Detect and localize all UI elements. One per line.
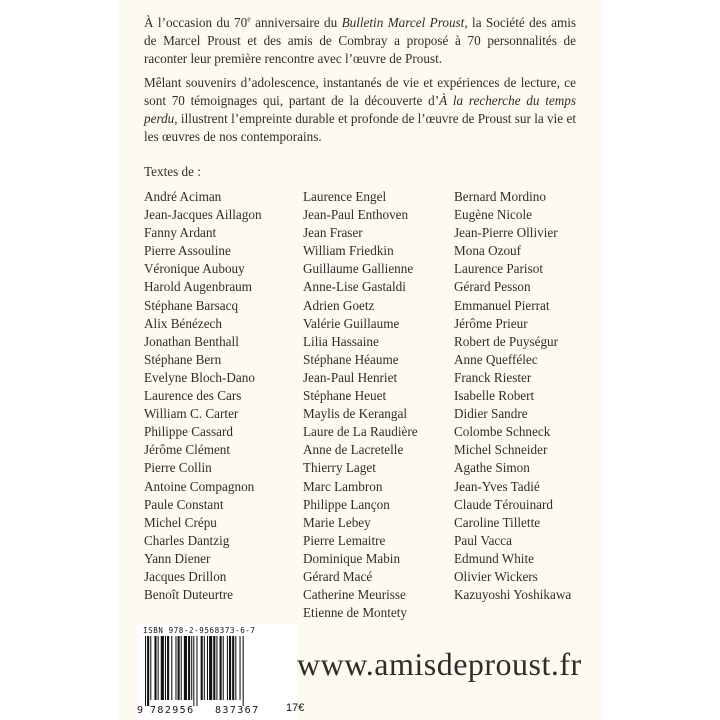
website-url: www.amisdeproust.fr bbox=[297, 646, 582, 682]
author-name: Laurence Parisot bbox=[454, 261, 543, 277]
author-name: Etienne de Montety bbox=[303, 605, 408, 621]
author-name: Olivier Wickers bbox=[454, 568, 538, 584]
author-name: Kazuyoshi Yoshikawa bbox=[454, 587, 572, 603]
author-name: Michel Schneider bbox=[454, 442, 548, 458]
intro-p1-superscript: e bbox=[247, 14, 251, 24]
author-name: Philippe Lançon bbox=[303, 496, 390, 512]
author-name: Stéphane Barsacq bbox=[144, 297, 239, 313]
barcode-image bbox=[143, 636, 281, 706]
author-name: Michel Crépu bbox=[144, 514, 217, 530]
author-name: André Aciman bbox=[144, 189, 222, 204]
author-name: Jean-Jacques Aillagon bbox=[144, 207, 262, 223]
author-name: Alix Bénézech bbox=[144, 315, 222, 331]
author-name: Yann Diener bbox=[144, 550, 211, 566]
author-name: Anne-Lise Gastaldi bbox=[303, 279, 406, 295]
isbn-group-2: 837367 bbox=[215, 705, 260, 716]
author-name: Jean-Pierre Ollivier bbox=[454, 225, 558, 241]
intro-p2-text-a: Mêlant souvenirs d’adolescence, instantanés de vie et expériences de lecture, ce sont 70 témoignages qui, partant de la découverte d’ bbox=[144, 75, 576, 108]
author-name: Jean-Paul Enthoven bbox=[303, 207, 409, 223]
author-name: Bernard Mordino bbox=[454, 189, 546, 204]
authors-column-1 bbox=[144, 188, 262, 604]
isbn-label: ISBN 978-2-9568373-6-7 bbox=[143, 626, 256, 635]
book-back-cover bbox=[119, 0, 601, 720]
author-name: Charles Dantzig bbox=[144, 532, 230, 548]
author-name: Edmund White bbox=[454, 550, 534, 566]
author-name: Claude Térouinard bbox=[454, 496, 553, 512]
author-name: Maylis de Kerangal bbox=[303, 406, 407, 422]
author-name: Anne Queffélec bbox=[454, 351, 538, 367]
author-name: Paul Vacca bbox=[454, 532, 512, 548]
author-name: Dominique Mabin bbox=[303, 550, 401, 566]
author-name: Philippe Cassard bbox=[144, 424, 234, 440]
author-name: Laurence Engel bbox=[303, 189, 387, 204]
intro-p1-text-a: À l’occasion du 70 bbox=[144, 15, 248, 30]
author-name: Fanny Ardant bbox=[144, 225, 217, 241]
author-name: Agathe Simon bbox=[454, 460, 530, 476]
author-name: Emmanuel Pierrat bbox=[454, 297, 550, 313]
author-name: Antoine Compagnon bbox=[144, 478, 255, 494]
author-name: Pierre Assouline bbox=[144, 243, 231, 259]
author-name: Harold Augenbraum bbox=[144, 279, 253, 295]
intro-paragraph-1 bbox=[144, 14, 576, 68]
authors-column-2 bbox=[303, 188, 418, 622]
author-name: Thierry Laget bbox=[303, 460, 376, 476]
author-name: Stéphane Héaume bbox=[303, 351, 399, 367]
author-name: Stéphane Heuet bbox=[303, 388, 387, 404]
intro-text bbox=[144, 14, 576, 152]
author-name: Gérard Pesson bbox=[454, 279, 531, 295]
author-name: Catherine Meurisse bbox=[303, 587, 406, 603]
author-name: Caroline Tillette bbox=[454, 514, 541, 530]
author-name: William C. Carter bbox=[144, 406, 239, 422]
author-name: Paule Constant bbox=[144, 496, 224, 512]
author-name: Evelyne Bloch-Dano bbox=[144, 369, 255, 385]
author-name: Laurence des Cars bbox=[144, 388, 242, 404]
author-name: Jacques Drillon bbox=[144, 568, 227, 584]
isbn-lead-digit: 9 bbox=[137, 705, 144, 716]
author-name: Isabelle Robert bbox=[454, 388, 535, 404]
author-name: Laure de La Raudière bbox=[303, 424, 418, 440]
authors-column-3 bbox=[454, 188, 571, 604]
author-name: Stéphane Bern bbox=[144, 351, 222, 367]
author-name: Pierre Collin bbox=[144, 460, 212, 476]
author-name: Jérôme Clément bbox=[144, 442, 231, 458]
author-name: Jean-Yves Tadié bbox=[454, 478, 540, 494]
author-name: Marie Lebey bbox=[303, 514, 371, 530]
author-name: Jean Fraser bbox=[303, 225, 363, 241]
author-name: Jonathan Benthall bbox=[144, 333, 239, 349]
author-name: Lilia Hassaine bbox=[303, 333, 379, 349]
author-name: Franck Riester bbox=[454, 369, 532, 385]
author-name: Véronique Aubouy bbox=[144, 261, 245, 277]
author-name: Adrien Goetz bbox=[303, 297, 375, 313]
author-name: Anne de Lacretelle bbox=[303, 442, 404, 458]
isbn-group-1: 782956 bbox=[150, 705, 195, 716]
intro-p1-text-c: , la Société des amis de Marcel Proust et des amis de Combray a proposé à 70 personnalités de raconter leur première rencontre avec l’œuvre de Proust. bbox=[144, 15, 576, 66]
author-name: Valérie Guillaume bbox=[303, 315, 400, 331]
barcode-block bbox=[137, 624, 305, 720]
intro-paragraph-2 bbox=[144, 74, 576, 146]
author-name: Pierre Lemaitre bbox=[303, 532, 386, 548]
author-name: Marc Lambron bbox=[303, 478, 383, 494]
author-name: Mona Ozouf bbox=[454, 243, 522, 259]
author-name: Gérard Macé bbox=[303, 568, 373, 584]
author-name: Didier Sandre bbox=[454, 406, 528, 422]
author-name: William Friedkin bbox=[303, 243, 394, 259]
intro-p1-text-b: anniversaire du bbox=[250, 15, 342, 30]
author-name: Guillaume Gallienne bbox=[303, 261, 414, 277]
intro-p2-title: À la recherche du temps perdu bbox=[144, 93, 576, 126]
author-name: Eugène Nicole bbox=[454, 207, 532, 223]
price-label: 17€ bbox=[286, 702, 305, 714]
authors-heading: Textes de : bbox=[144, 164, 201, 179]
author-name: Jean-Paul Henriet bbox=[303, 369, 398, 385]
intro-p1-title: Bulletin Marcel Proust bbox=[341, 15, 465, 30]
intro-p2-text-b: , illustrent l’empreinte durable et profonde de l’œuvre de Proust sur la vie et les œuvres de nos contemporains. bbox=[144, 111, 576, 144]
author-name: Benoît Duteurtre bbox=[144, 587, 233, 603]
author-name: Jérôme Prieur bbox=[454, 315, 528, 331]
author-name: Robert de Puységur bbox=[454, 333, 559, 349]
author-name: Colombe Schneck bbox=[454, 424, 551, 440]
